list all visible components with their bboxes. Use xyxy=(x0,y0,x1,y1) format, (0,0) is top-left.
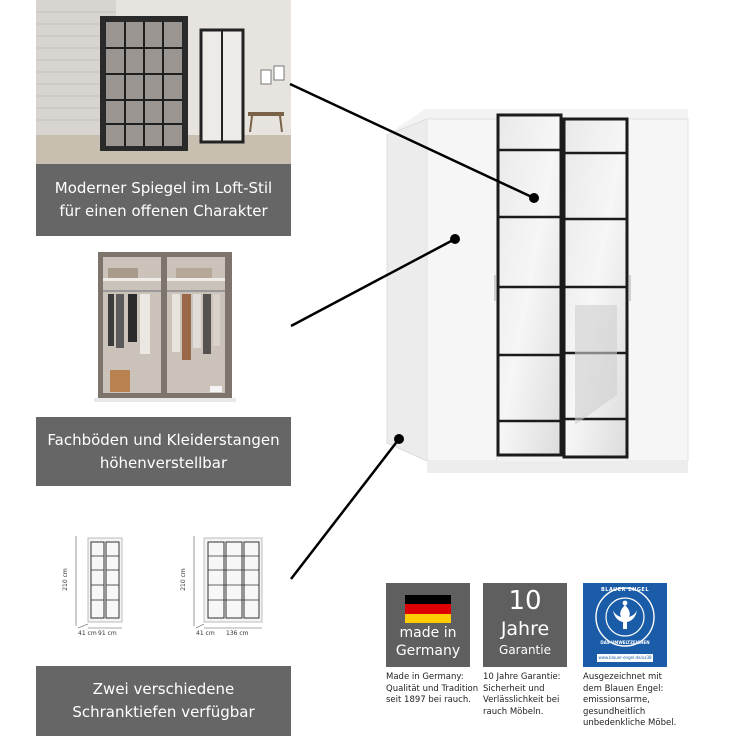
width-label: 136 cm xyxy=(226,630,249,637)
badge-line: made in xyxy=(399,625,457,641)
pointer-dot-mirror xyxy=(529,193,539,203)
description-line: Verlässlichkeit bei xyxy=(483,695,560,705)
width-label: 91 cm xyxy=(98,630,117,637)
caption-line: Schranktiefen verfügbar xyxy=(72,703,255,721)
description-line: Qualität und Tradition xyxy=(386,683,479,694)
made-in-germany-description xyxy=(386,672,478,707)
description-line: Sicherheit und xyxy=(483,683,545,694)
blauer-engel-description xyxy=(583,672,676,730)
made-in-germany-badge xyxy=(386,583,470,667)
description-line: Ausgezeichnet mit xyxy=(583,672,662,682)
height-label: 210 cm xyxy=(61,568,69,591)
description-line: gesundheitlich xyxy=(583,706,646,717)
german-flag-icon xyxy=(405,595,451,623)
description-line: rauch Möbeln. xyxy=(483,706,544,717)
badge-line: Germany xyxy=(395,643,461,659)
description-line: dem Blauen Engel: xyxy=(583,683,664,694)
description-line: emissionsarme, xyxy=(583,695,650,705)
pointer-dot-depths xyxy=(394,434,404,444)
description-line: 10 Jahre Garantie: xyxy=(483,672,561,682)
warranty-description xyxy=(483,672,561,718)
warranty-badge xyxy=(483,583,567,667)
caption-line: Zwei verschiedene xyxy=(92,680,235,698)
description-line: unbedenkliche Möbel. xyxy=(583,718,677,728)
caption-line: Moderner Spiegel im Loft-Stil xyxy=(54,179,273,197)
blauer-engel-url: www.blauer-engel.de/uz38 xyxy=(598,655,652,660)
pointer-dot-shelves xyxy=(450,234,460,244)
badge-line: Jahre xyxy=(500,618,550,640)
caption-line: höhenverstellbar xyxy=(99,453,228,472)
description-line: Made in Germany: xyxy=(386,672,464,682)
caption-line: für einen offenen Charakter xyxy=(59,202,268,220)
depth-label: 41 cm xyxy=(196,630,215,637)
badge-number: 10 xyxy=(508,586,542,616)
height-label: 210 cm xyxy=(179,568,187,591)
depth-label: 41 cm xyxy=(78,630,97,637)
seal-ring-top-text: BLAUER ENGEL xyxy=(600,587,650,593)
caption-line: Fachböden und Kleiderstangen xyxy=(47,430,280,449)
description-line: seit 1897 bei rauch. xyxy=(386,695,471,705)
seal-ring-bottom-text: DAS UMWELTZEICHEN xyxy=(600,640,650,645)
badge-line: Garantie xyxy=(499,643,551,657)
blauer-engel-badge xyxy=(583,583,667,667)
